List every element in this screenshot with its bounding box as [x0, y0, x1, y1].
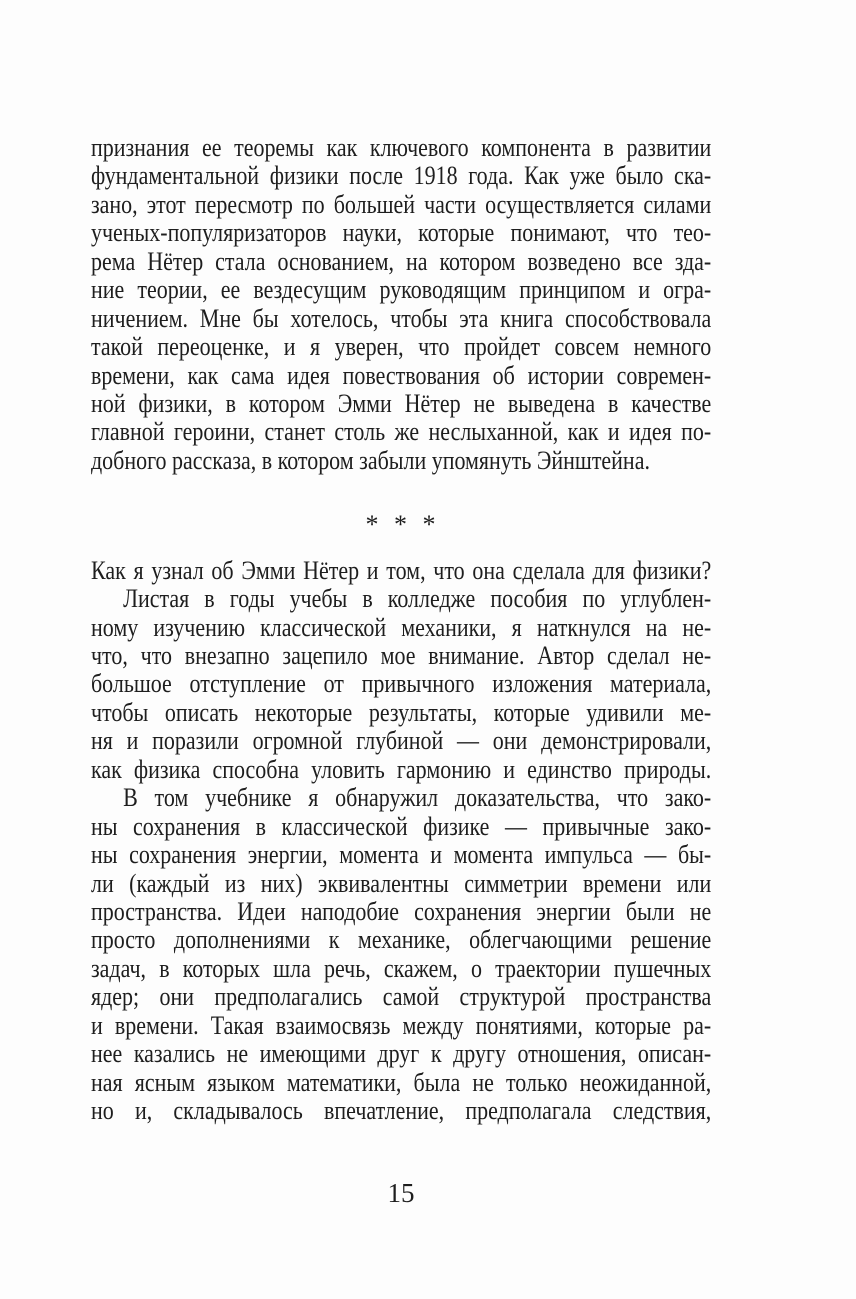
- text-line: ная ясным языком математики, была не только неожиданной,: [91, 1067, 712, 1097]
- text-line: ядер; они предполагались самой структурой пространства: [91, 982, 712, 1012]
- text-line: ны сохранения в классической физике — привычные зако-: [91, 811, 712, 841]
- text-line: признания ее теоремы как ключевого компонента в развитии: [91, 133, 712, 162]
- text-line: что, что внезапно зацепило мое внимание. Автор сделал не-: [91, 641, 712, 670]
- page-number: 15: [387, 1178, 415, 1208]
- text-line: большое отступление от привычного изложения материала,: [91, 669, 712, 699]
- text-line: рема Нётер стала основанием, на котором возведено все зда-: [91, 246, 712, 276]
- text-line: ному изучению классической механики, я наткнулся на не-: [91, 612, 712, 642]
- text-line: ничением. Мне бы хотелось, чтобы эта книга способствовала: [91, 303, 712, 333]
- text-line: ние теории, ее вездесущим руководящим принципом и огра-: [91, 275, 712, 305]
- text-line: просто дополнениями к механике, облегчающими решение: [91, 925, 712, 955]
- text-block: [91, 134, 711, 1125]
- text-line: В том учебнике я обнаружил доказательства, что зако-: [123, 783, 712, 813]
- text-line: фундаментальной физики после 1918 года. Как уже было ска-: [91, 161, 712, 191]
- text-line: зано, этот пересмотр по большей части осуществляется силами: [91, 189, 712, 219]
- text-line: пространства. Идеи наподобие сохранения энергии были не: [91, 896, 712, 926]
- text-line: нее казались не имеющими друг к другу отношения, описан-: [91, 1039, 712, 1069]
- text-line: Как я узнал об Эмми Нётер и том, что она сделала для физики?: [91, 555, 712, 585]
- text-line: ня и поразили огромной глубиной — они демонстрировали,: [91, 726, 712, 756]
- text-line: Листая в годы учебы в колледже пособия по углублен-: [123, 584, 712, 614]
- text-line: ны сохранения энергии, момента и момента импульса — бы-: [91, 840, 712, 870]
- text-line: ученых-популяризаторов науки, которые понимают, что тео-: [91, 218, 712, 248]
- text-line: задач, в которых шла речь, скажем, о траектории пушечных: [91, 953, 712, 983]
- text-line: такой переоценке, и я уверен, что пройдет совсем немного: [91, 332, 712, 362]
- text-line: добного рассказа, в котором забыли упомянуть Эйнштейна.: [91, 445, 650, 475]
- text-line: чтобы описать некоторые результаты, которые удивили ме-: [91, 697, 712, 727]
- text-line: как физика способна уловить гармонию и единство природы.: [91, 754, 712, 784]
- text-line: но и, складывалось впечатление, предполагала следствия,: [91, 1096, 712, 1125]
- text-line: времени, как сама идея повествования об истории современ-: [91, 360, 712, 390]
- text-line: ной физики, в котором Эмми Нётер не выведена в качестве: [91, 388, 712, 418]
- section-separator: * * *: [365, 510, 437, 540]
- text-line: главной героини, станет столь же неслыханной, как и идея по-: [91, 417, 712, 447]
- text-line: ли (каждый из них) эквивалентны симметрии времени или: [91, 868, 712, 898]
- text-line: и времени. Такая взаимосвязь между понятиями, которые ра-: [91, 1010, 712, 1040]
